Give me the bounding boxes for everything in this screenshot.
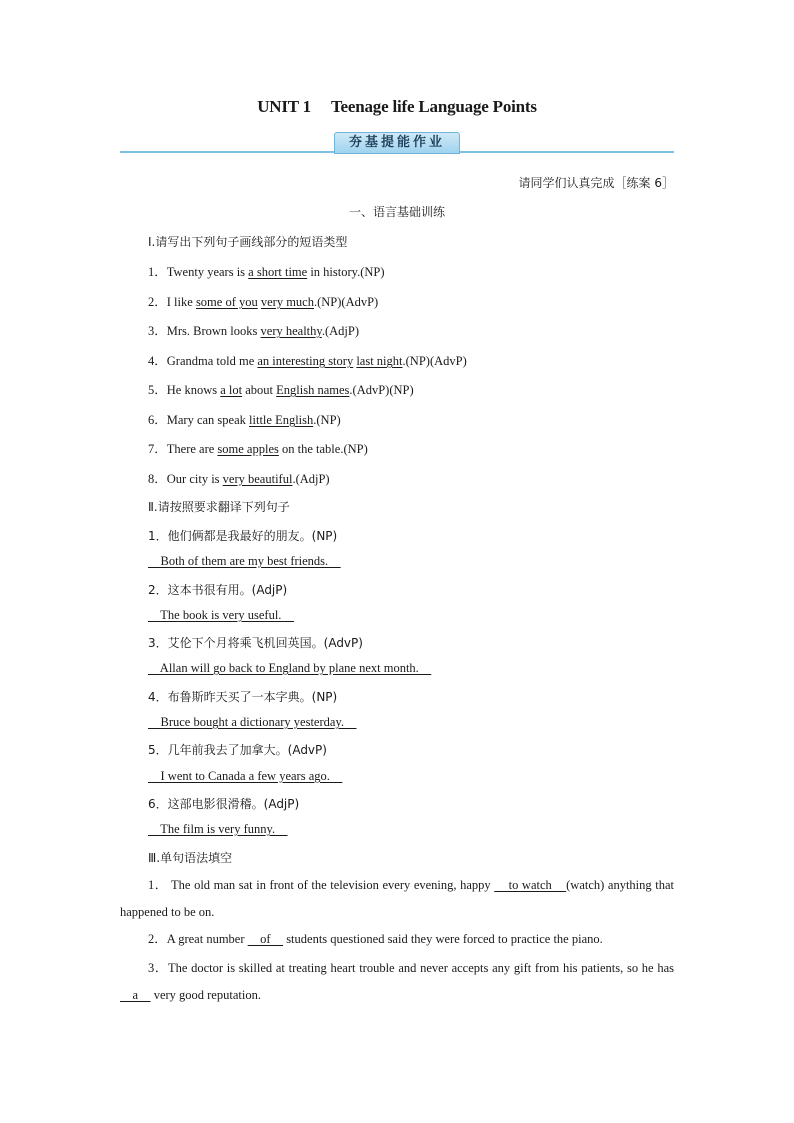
list-item: 1．Twenty years is a short time in history.(NP) — [148, 265, 385, 279]
list-item: 6．Mary can speak little English.(NP) — [148, 413, 341, 427]
list-item: 4．Grandma told me an interesting story last night.(NP)(AdvP) — [148, 354, 467, 368]
part3-heading: Ⅲ.单句语法填空 — [148, 851, 233, 865]
list-item: 3．Mrs. Brown looks very healthy.(AdjP) — [148, 324, 360, 338]
translation-question: 6．这部电影很滑稽。(AdjP) — [148, 797, 300, 811]
translation-question: 1．他们俩都是我最好的朋友。(NP) — [148, 529, 338, 543]
page-title — [0, 97, 794, 117]
part2-heading: Ⅱ.请按照要求翻译下列句子 — [148, 500, 290, 514]
title-text: Teenage life Language Points — [330, 97, 537, 116]
translation-question: 4．布鲁斯昨天买了一本字典。(NP) — [148, 690, 338, 704]
translation-answer: I went to Canada a few years ago. — [148, 769, 343, 783]
list-item: 8．Our city is very beautiful.(AdjP) — [148, 472, 330, 486]
translation-question: 2．这本书很有用。(AdjP) — [148, 583, 288, 597]
grammar-question-2: 2．A great number of students questioned said they were forced to practice the piano. — [148, 932, 603, 946]
translation-answer: The film is very funny. — [148, 822, 288, 836]
list-item: 2．I like some of you very much.(NP)(AdvP) — [148, 295, 379, 309]
banner — [120, 132, 674, 154]
translation-question: 3．艾伦下个月将乘飞机回英国。(AdvP) — [148, 636, 363, 650]
unit-label: UNIT 1 — [257, 97, 311, 116]
translation-question: 5．几年前我去了加拿大。(AdvP) — [148, 743, 327, 757]
translation-answer: Both of them are my best friends. — [148, 554, 341, 568]
translation-answer: Allan will go back to England by plane next month. — [148, 661, 432, 675]
grammar-question-1: 1． The old man sat in front of the television every evening, happy to watch (watch) anything that happened to be on. — [120, 878, 674, 919]
practice-note: 请同学们认真完成［练案 6］ — [518, 176, 674, 190]
list-item: 5．He knows a lot about English names.(AdvP)(NP) — [148, 383, 414, 397]
translation-answer: Bruce bought a dictionary yesterday. — [148, 715, 357, 729]
translation-answer: The book is very useful. — [148, 608, 294, 622]
banner-label: 夯基提能作业 — [334, 132, 460, 154]
part1-heading: Ⅰ.请写出下列句子画线部分的短语类型 — [148, 235, 348, 249]
section-heading: 一、语言基础训练 — [348, 205, 445, 219]
list-item: 7．There are some apples on the table.(NP) — [148, 442, 368, 456]
grammar-question-3: 3．The doctor is skilled at treating heart trouble and never accepts any gift from his patients, so he has a very good reputation. — [120, 961, 674, 1002]
